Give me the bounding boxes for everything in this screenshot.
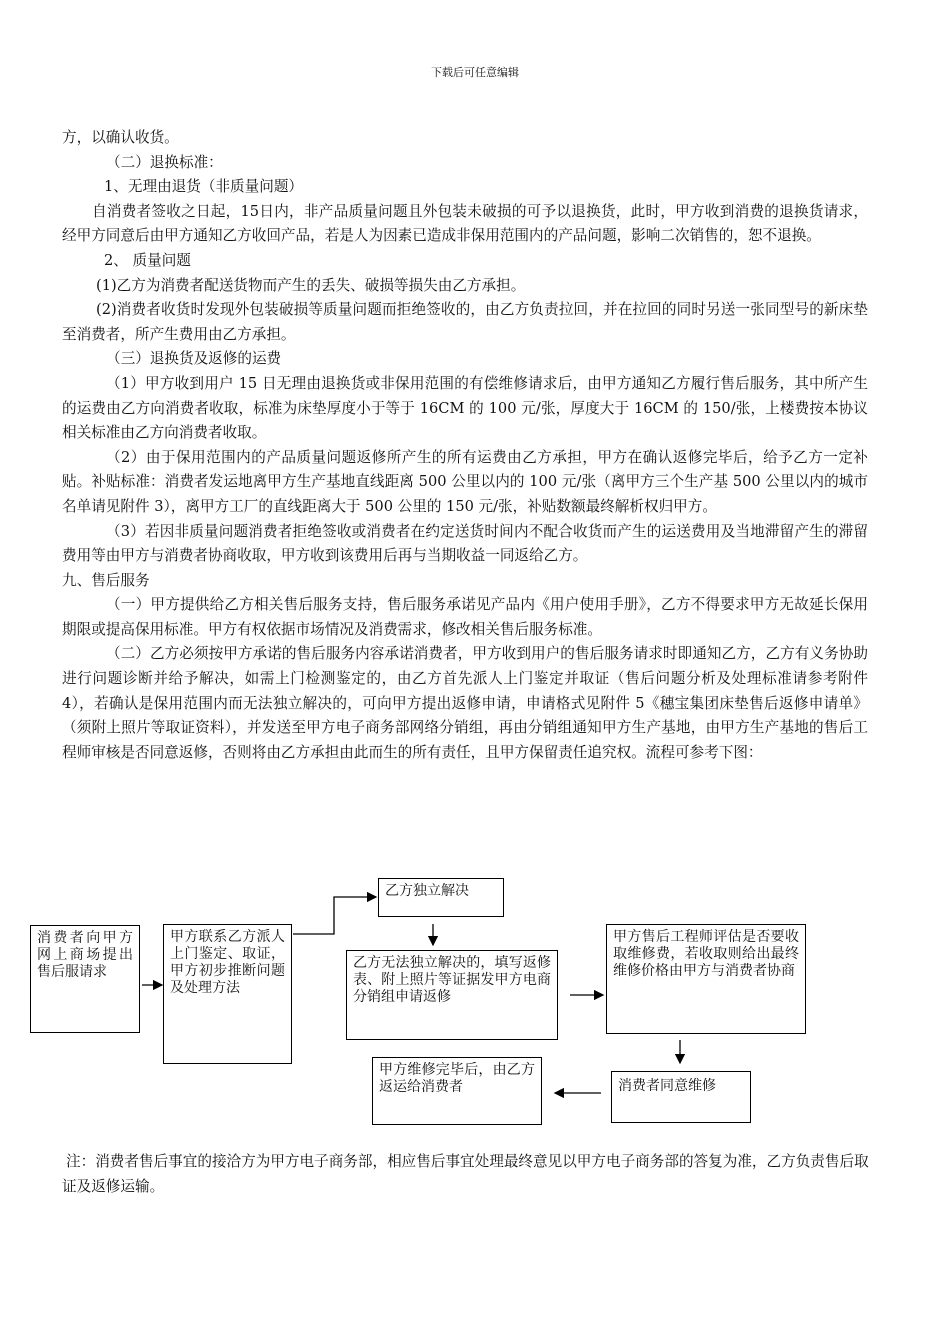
section-heading: （三）退换货及返修的运费	[106, 350, 282, 368]
paragraph: （2）由于保用范围内的产品质量问题返修所产生的所有运费由乙方承担，甲方在确认返修完毕后，给予乙方一定补贴。补贴标准：消费者发运地离甲方生产基地直线距离 500 公里以内的 100 元/张（离甲方三个生产基 500 公里以内的城市名单请见附件 3），离甲方工厂的直线距离大于 500 公里的 150 元/张，补贴数额最终解析权归甲方。	[62, 448, 868, 515]
paragraph: 自消费者签收之日起，15日内，非产品质量问题且外包装未破损的可予以退换货，此时，甲方收到消费的退换货请求，经甲方同意后由甲方通知乙方收回产品，若是人为因素已造成非保用范围内的产品问题，影响二次销售的，恕不退换。	[62, 202, 868, 245]
paragraph: （一）甲方提供给乙方相关售后服务支持，售后服务承诺见产品内《用户使用手册》，乙方不得要求甲方无故延长保用期限或提高保用标准。甲方有权依据市场情况及消费需求，修改相关售后服务标准。	[62, 596, 868, 638]
arrow-step2-step3a	[293, 897, 376, 934]
flow-step-inspection: 甲方联系乙方派人上门鉴定、取证，甲方初步推断问题及处理方法	[163, 924, 292, 1064]
paragraph: 方，以确认收货。	[62, 129, 179, 146]
subsection-heading: 2、 质量问题	[104, 251, 191, 269]
paragraph: (1)乙方为消费者配送货物而产生的丢失、破损等损失由乙方承担。	[96, 276, 526, 294]
flow-step-self-resolve: 乙方独立解决	[378, 878, 504, 917]
page-header: 下载后可任意编辑	[431, 66, 519, 79]
footnote-text: 注：消费者售后事宜的接洽方为甲方电子商务部，相应售后事宜处理最终意见以甲方电子商务部的答复为准，乙方负责售后取证及返修运输。	[62, 1153, 869, 1195]
flow-step-return-application: 乙方无法独立解决的，填写返修表、附上照片等证据发甲方电商分销组申请返修	[346, 950, 558, 1040]
flow-step-engineer-evaluation: 甲方售后工程师评估是否要收取维修费，若收取则给出最终维修价格由甲方与消费者协商	[606, 924, 806, 1034]
footnote	[62, 1150, 882, 1199]
section-heading: （二）退换标准：	[106, 153, 223, 171]
flow-step-request: 消费者向甲方网上商场提出售后服请求	[30, 925, 140, 1033]
paragraph: （3）若因非质量问题消费者拒绝签收或消费者在约定送货时间内不配合收货而产生的运送费用及当地滞留产生的滞留费用等由甲方与消费者协商收取，甲方收到该费用后再与当期收益一同返给乙方。	[62, 522, 868, 565]
paragraph: (2)消费者收货时发现外包装破损等质量问题而拒绝签收的，由乙方负责拉回，并在拉回的同时另送一张同型号的新床垫至消费者，所产生费用由乙方承担。	[62, 301, 868, 343]
subsection-heading: 1、无理由退货（非质量问题）	[104, 178, 304, 196]
flow-step-consumer-agrees: 消费者同意维修	[611, 1071, 751, 1123]
paragraph: （1）甲方收到用户 15 日无理由退换货或非保用范围的有偿维修请求后，由甲方通知乙方履行售后服务，其中所产生的运费由乙方向消费者收取，标准为床垫厚度小于等于 16CM 的 100 元/张，厚度大于 16CM 的 150/张，上楼费按本协议相关标准由乙方向消费者收取。	[62, 374, 868, 442]
chapter-heading: 九、售后服务	[62, 571, 150, 589]
flow-step-return-shipping: 甲方维修完毕后，由乙方返运给消费者	[372, 1057, 542, 1125]
paragraph: （二）乙方必须按甲方承诺的售后服务内容承诺消费者，甲方收到用户的售后服务请求时即通知乙方，乙方有义务协助进行问题诊断并给予解决，如需上门检测鉴定的，由乙方首先派人上门鉴定并取证（售后问题分析及处理标准请参考附件 4），若确认是保用范围内而无法独立解决的，可向甲方提出返修申请，申请格式见附件 5《穗宝集团床垫售后返修申请单》（须附上照片等取证资料），并发送至甲方电子商务部网络分销组，再由分销组通知甲方生产基地，由甲方生产基地的售后工程师审核是否同意返修，否则将由乙方承担由此而生的所有责任，且甲方保留责任追究权。流程可参考下图：	[62, 645, 868, 761]
document-body	[62, 126, 868, 765]
